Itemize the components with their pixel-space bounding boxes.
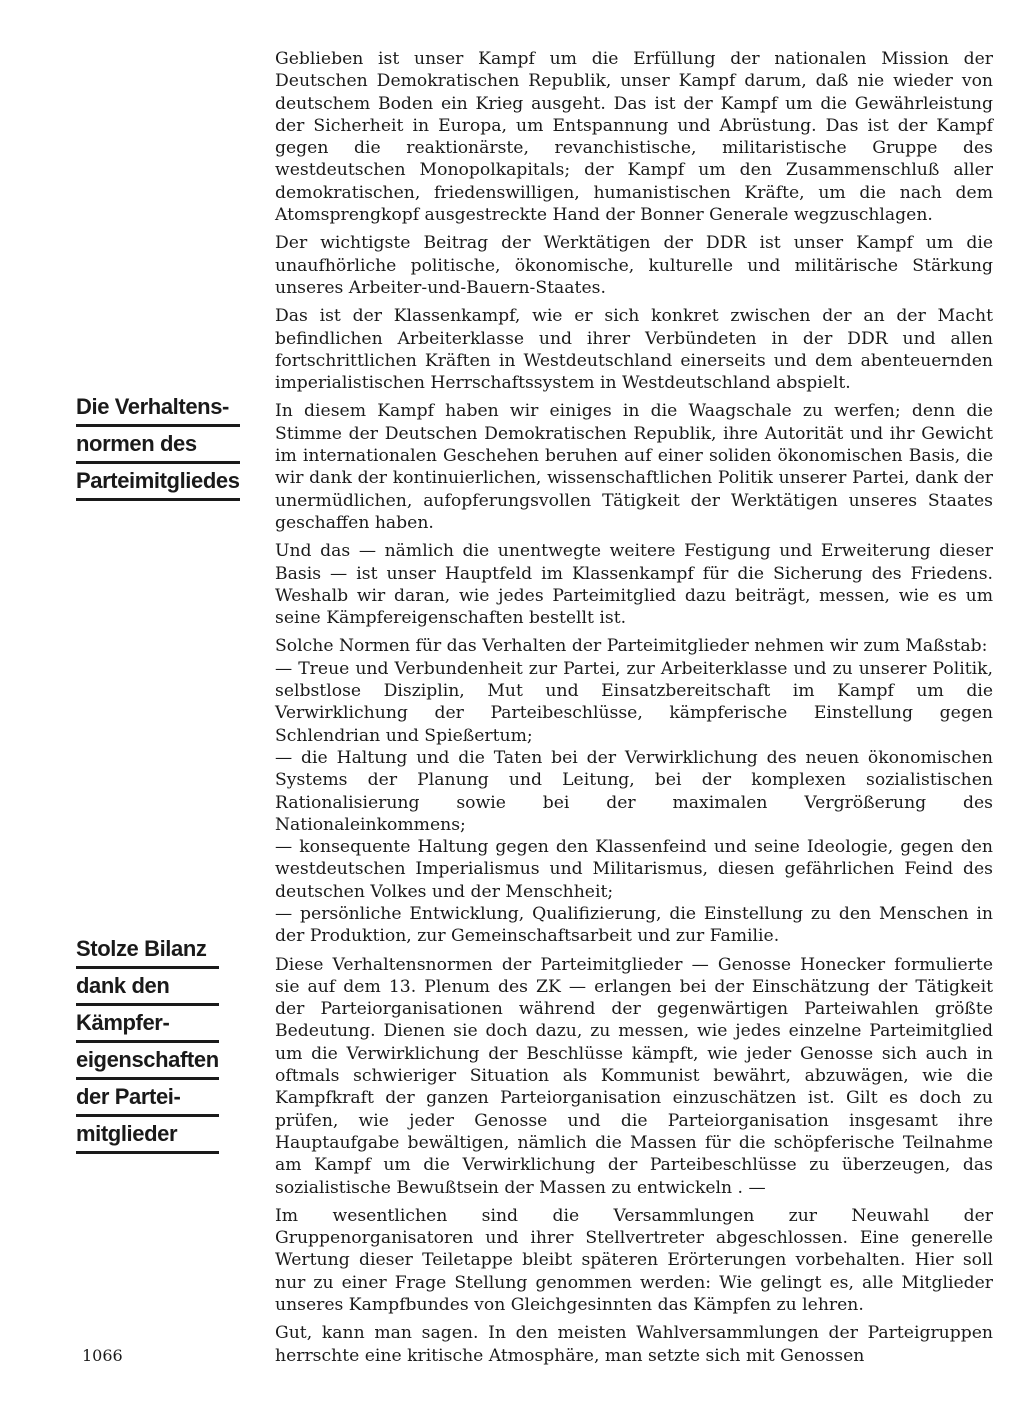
paragraph: Und das — nämlich die unentwegte weitere Festigung und Erweiterung dieser Basis — ist unser Hauptfeld im Klassenkampf für die Sicherung des Friedens. Weshalb wir daran, wie jedes Parteimitglied dazu beiträgt, messen, wie es um seine Kämpfereigenschaften bestellt ist. (275, 541, 993, 629)
sidebar-heading-stolze-bilanz (76, 932, 219, 1154)
paragraph: Gut, kann man sagen. In den meisten Wahlversammlungen der Parteigruppen herrschte eine kritische Atmosphäre, man setzte sich mit Genossen (275, 1323, 993, 1366)
sidebar-heading-verhaltensnormen (76, 390, 240, 501)
list-item: — Treue und Verbundenheit zur Partei, zur Arbeiterklasse und zu unserer Politik, selbstlose Disziplin, Mut und Einsatzbereitschaft im Kampf um die Verwirklichung der Parteibeschlüsse, kämpferische Einstellung gegen Schlendrian und Spießertum; (275, 658, 993, 746)
paragraph: In diesem Kampf haben wir einiges in die Waagschale zu werfen; denn die Stimme der Deutschen Demokratischen Republik, ihre Autorität und ihr Gewicht im internationalen Geschehen beruhen auf einer soliden ökonomischen Basis, die wir dank der kontinuierlichen, wissenschaftlichen Politik unserer Partei, dank der unermüdlichen, aufopferungsvollen Tätigkeit der Werktätigen unseres Staates geschaffen haben. (275, 401, 993, 533)
heading-line: Parteimitgliedes (76, 464, 240, 501)
heading-line: dank den (76, 969, 219, 1006)
paragraph: Solche Normen für das Verhalten der Parteimitglieder nehmen wir zum Maßstab: (275, 636, 988, 657)
heading-line: mitglieder (76, 1117, 219, 1154)
heading-line: normen des (76, 427, 240, 464)
heading-line: der Partei- (76, 1080, 219, 1117)
main-text-column (275, 48, 993, 1373)
heading-line: Die Verhaltens- (76, 390, 240, 427)
heading-line: Kämpfer- (76, 1006, 219, 1043)
list-item: — konsequente Haltung gegen den Klassenfeind und seine Ideologie, gegen den westdeutschen Imperialismus und Militarismus, diesen gefährlichen Feind des deutschen Volkes und der Menschheit; (275, 837, 993, 902)
paragraph: Im wesentlichen sind die Versammlungen zur Neuwahl der Gruppenorganisatoren und ihrer Stellvertreter abgeschlossen. Eine generelle Wertung dieser Teiletappe bleibt späteren Erörterungen vorbehalten. Hier soll nur zu einer Frage Stellung genommen werden: Wie gelingt es, alle Mitglieder unseres Kampfbundes von Gleichgesinnten das Kämpfen zu lehren. (275, 1205, 993, 1316)
list-item: — die Haltung und die Taten bei der Verwirklichung des neuen ökonomischen Systems der Planung und Leitung, bei der komplexen sozialistischen Rationalisierung sowie bei der maximalen Vergrößerung des Nationaleinkommens; (275, 747, 993, 835)
list-item: — persönliche Entwicklung, Qualifizierung, die Einstellung zu den Menschen in der Produktion, zur Gemeinschaftsarbeit und zur Familie. (275, 903, 993, 947)
paragraph: Geblieben ist unser Kampf um die Erfüllung der nationalen Mission der Deutschen Demokratischen Republik, unser Kampf darum, daß nie wieder von deutschem Boden ein Krieg ausgeht. Das ist der Kampf um die Gewährleistung der Sicherheit in Europa, um Entspannung und Abrüstung. Das ist der Kampf gegen die reaktionärste, revanchistische, militaristische Gruppe des westdeutschen Monopolkapitals; der Kampf um den Zusammenschluß aller demokratischen, friedenswilligen, humanistischen Kräfte, um die nach dem Atomsprengkopf ausgestreckte Hand der Bonner Generale wegzuschlagen. (275, 49, 993, 226)
paragraph: Diese Verhaltensnormen der Parteimitglieder — Genosse Honecker formulierte sie auf dem 13. Plenum des ZK — erlangen bei der Einschätzung der Tätigkeit der Parteiorganisationen während der gegenwärtigen Parteiwahlen größte Bedeutung. Dienen sie doch dazu, zu messen, wie jedes einzelne Parteimitglied um die Verwirklichung der Beschlüsse kämpft, wie jeder Genosse sich auch in oftmals schwieriger Situation als Kommunist bewährt, abzuwägen, wie die Kampfkraft der ganzen Parteiorganisation einzuschätzen ist. Gilt es doch zu prüfen, wie jeder Genosse und die Parteiorganisation insgesamt ihre Hauptaufgabe bewältigen, nämlich die Massen für die schöpferische Teilnahme am Kampf um die Verwirklichung der Parteibeschlüsse zu überzeugen, das sozialistische Bewußtsein der Massen zu entwickeln . — (275, 954, 993, 1198)
paragraph: Das ist der Klassenkampf, wie er sich konkret zwischen der an der Macht befindlichen Arbeiterklasse und ihrer Verbündeten in der DDR und allen fortschrittlichen Kräften in Westdeutschland einerseits und dem abenteuernden imperialistischen Herrschaftssystem in Westdeutschland abspielt. (275, 306, 993, 394)
page-number: 1066 (82, 1346, 123, 1365)
paragraph: Der wichtigste Beitrag der Werktätigen der DDR ist unser Kampf um die unaufhörliche politische, ökonomische, kulturelle und militärische Stärkung unseres Arbeiter-und-Bauern-Staates. (275, 233, 993, 298)
heading-line: Stolze Bilanz (76, 932, 219, 969)
heading-line: eigenschaften (76, 1043, 219, 1080)
